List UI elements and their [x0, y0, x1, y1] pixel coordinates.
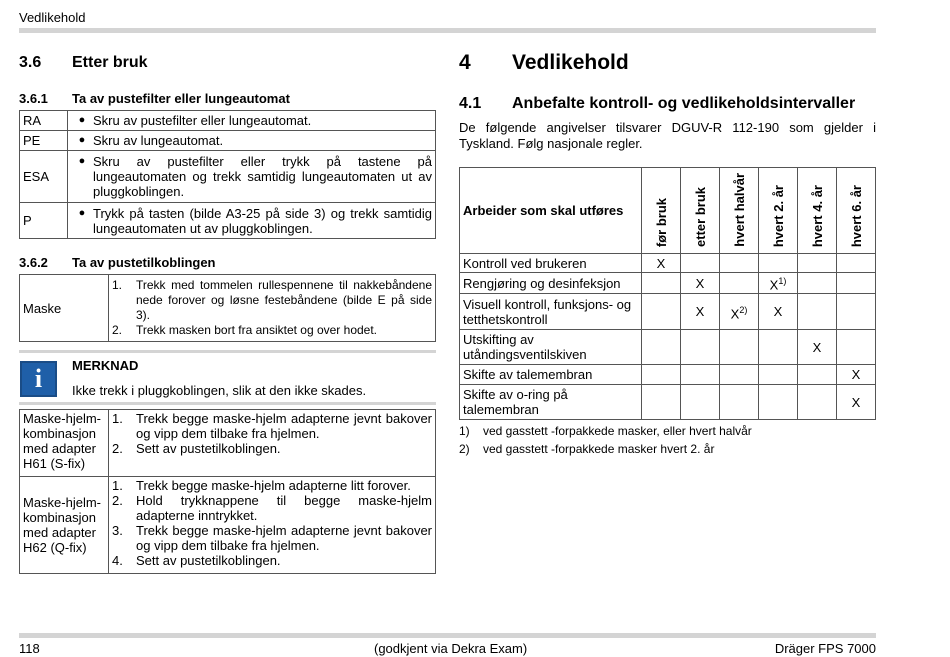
footer-product: Dräger FPS 7000: [774, 641, 876, 656]
filter-removal-table: [19, 110, 436, 239]
table-row: [20, 410, 436, 477]
section-4-1-number: 4.1: [459, 95, 482, 112]
footnote-1-mark: 1): [459, 424, 470, 438]
chapter-number: 4: [459, 51, 471, 74]
footnote-1-text: ved gasstett -forpakkede masker, eller hvert halvår: [483, 424, 752, 438]
row-content: 1. Trekk med tommelen rullespennene til nakkebåndene nede forover og løsne festebåndene (bilde E på side 3). 2. Trekk masken bort fra ansiktet og over hodet.: [109, 275, 436, 342]
running-header: Vedlikehold: [19, 10, 86, 25]
sub-3-6-2-title: Ta av pustetilkoblingen: [72, 255, 216, 270]
sub-3-6-2-number: 3.6.2: [19, 255, 48, 270]
task-cell: Skifte av o-ring på talemembran: [460, 385, 642, 420]
footnote-2-mark: 2): [459, 442, 470, 456]
step-text: Trekk masken bort fra ansiktet og over hodet.: [136, 323, 378, 337]
sub-3-6-1-number: 3.6.1: [19, 91, 48, 106]
footnote-ref: 2): [739, 304, 748, 315]
column-header: hvert 4. år: [809, 184, 825, 247]
header-rule: [19, 28, 876, 33]
step-text: Trekk begge maske-hjelm adapterne jevnt bakover og vipp dem tilbake fra hjelmen.: [136, 411, 432, 441]
note-top-rule: [19, 350, 436, 353]
task-cell: Utskifting av utåndingsventilskiven: [460, 330, 642, 365]
row-content: ● Skru av pustefilter eller lungeautomat.: [68, 111, 436, 131]
note-text: Ikke trekk i pluggkoblingen, slik at den ikke skades.: [72, 383, 367, 398]
bullet-icon: ●: [78, 206, 86, 219]
row-label: PE: [20, 131, 68, 151]
chapter-title: Vedlikehold: [512, 51, 629, 74]
mask-removal-table: [19, 274, 436, 342]
step-text: Hold trykknappene til begge maske-hjelm adapterne inntrykket.: [136, 493, 432, 523]
row-label: Maske-hjelm-kombinasjon med adapter H62 (Q-fix): [20, 477, 109, 574]
table-row: Kontroll ved brukeren X: [460, 254, 876, 273]
table-row: Visuell kontroll, funksjons- og tetthetskontroll X $X^{2)}$ X: [460, 294, 876, 330]
table-row: [20, 477, 436, 574]
note-title: MERKNAD: [72, 358, 139, 373]
column-header: etter bruk: [692, 187, 708, 247]
step-text: Trekk begge maske-hjelm adapterne jevnt bakover og vipp dem tilbake fra hjelmen.: [136, 523, 432, 553]
bullet-icon: ●: [78, 114, 86, 126]
row-content: ● Skru av lungeautomat.: [68, 131, 436, 151]
column-header: før bruk: [653, 197, 669, 247]
intro-paragraph: De følgende angivelser tilsvarer DGUV-R 112-190 som gjelder i Tyskland. Følg nasjonale regler.: [459, 120, 876, 151]
helmet-adapter-table: [19, 409, 436, 574]
sub-3-6-1-title: Ta av pustefilter eller lungeautomat: [72, 91, 290, 106]
row-content: 1. Trekk begge maske-hjelm adapterne litt forover. 2. Hold trykknappene til begge maske-hjelm adapterne inntrykket. 3. Trekk begge maske-hjelm adapterne jevnt bakover og vipp dem tilbake fra hjelmen. 4. Sett av pustetilkoblingen.: [109, 477, 436, 574]
row-label: P: [20, 203, 68, 239]
row-label: Maske-hjelm-kombinasjon med adapter H61 (S-fix): [20, 410, 109, 477]
table-row: [20, 111, 436, 131]
row-content: ● Skru av pustefilter eller trykk på tastene på lungeautomaten og trekk samtidig lungeautomaten ut av pluggkoblingen.: [68, 151, 436, 203]
row-label: RA: [20, 111, 68, 131]
row-label: ESA: [20, 151, 68, 203]
info-icon: i: [20, 361, 57, 397]
column-header: hvert 6. år: [848, 184, 864, 247]
footnote-ref: 1): [778, 276, 787, 286]
footer-rule: [19, 633, 876, 638]
step-text: Trekk begge maske-hjelm adapterne litt forover.: [136, 478, 411, 493]
table-row: Skifte av talemembran X: [460, 365, 876, 385]
task-cell: Visuell kontroll, funksjons- og tetthetskontroll: [460, 294, 642, 330]
bullet-icon: ●: [78, 155, 86, 167]
table-row: [20, 203, 436, 239]
note-bottom-rule: [19, 402, 436, 405]
task-cell: Kontroll ved brukeren: [460, 254, 642, 273]
table-row: Utskifting av utåndingsventilskiven X: [460, 330, 876, 365]
task-cell: Skifte av talemembran: [460, 365, 642, 385]
row-label: Maske: [20, 275, 109, 342]
table-row: [20, 151, 436, 203]
section-4-1-title: Anbefalte kontroll- og vedlikeholdsintervaller: [512, 95, 856, 112]
step-text: Sett av pustetilkoblingen.: [136, 553, 281, 568]
table-header-row: [460, 168, 876, 254]
column-header: hvert halvår: [731, 173, 747, 247]
bullet-icon: ●: [78, 134, 86, 146]
step-text: Trekk med tommelen rullespennene til nakkebåndene nede forover og løsne festebåndene (bilde E på side 3).: [136, 278, 432, 322]
column-header: hvert 2. år: [770, 184, 786, 247]
table-row: Rengjøring og desinfeksjon X $X^{1)}$: [460, 273, 876, 294]
row-content: ● Trykk på tasten (bilde A3-25 på side 3) og trekk samtidig lungeautomaten ut av pluggkoblingen.: [68, 203, 436, 239]
section-3-6-title: Etter bruk: [72, 54, 148, 71]
table-row: [20, 275, 436, 342]
task-cell: Rengjøring og desinfeksjon: [460, 273, 642, 294]
table-row: [20, 131, 436, 151]
table-row: Skifte av o-ring på talemembran X: [460, 385, 876, 420]
footnote-2-text: ved gasstett -forpakkede masker hvert 2. år: [483, 442, 715, 456]
column-header-task: Arbeider som skal utføres: [460, 168, 642, 254]
step-text: Sett av pustetilkoblingen.: [136, 441, 281, 456]
row-content: 1. Trekk begge maske-hjelm adapterne jevnt bakover og vipp dem tilbake fra hjelmen. 2. Sett av pustetilkoblingen.: [109, 410, 436, 477]
page-number: 118: [19, 641, 40, 656]
maintenance-interval-table: [459, 167, 876, 420]
footer-center: (godkjent via Dekra Exam): [374, 641, 528, 656]
section-3-6-number: 3.6: [19, 54, 42, 71]
